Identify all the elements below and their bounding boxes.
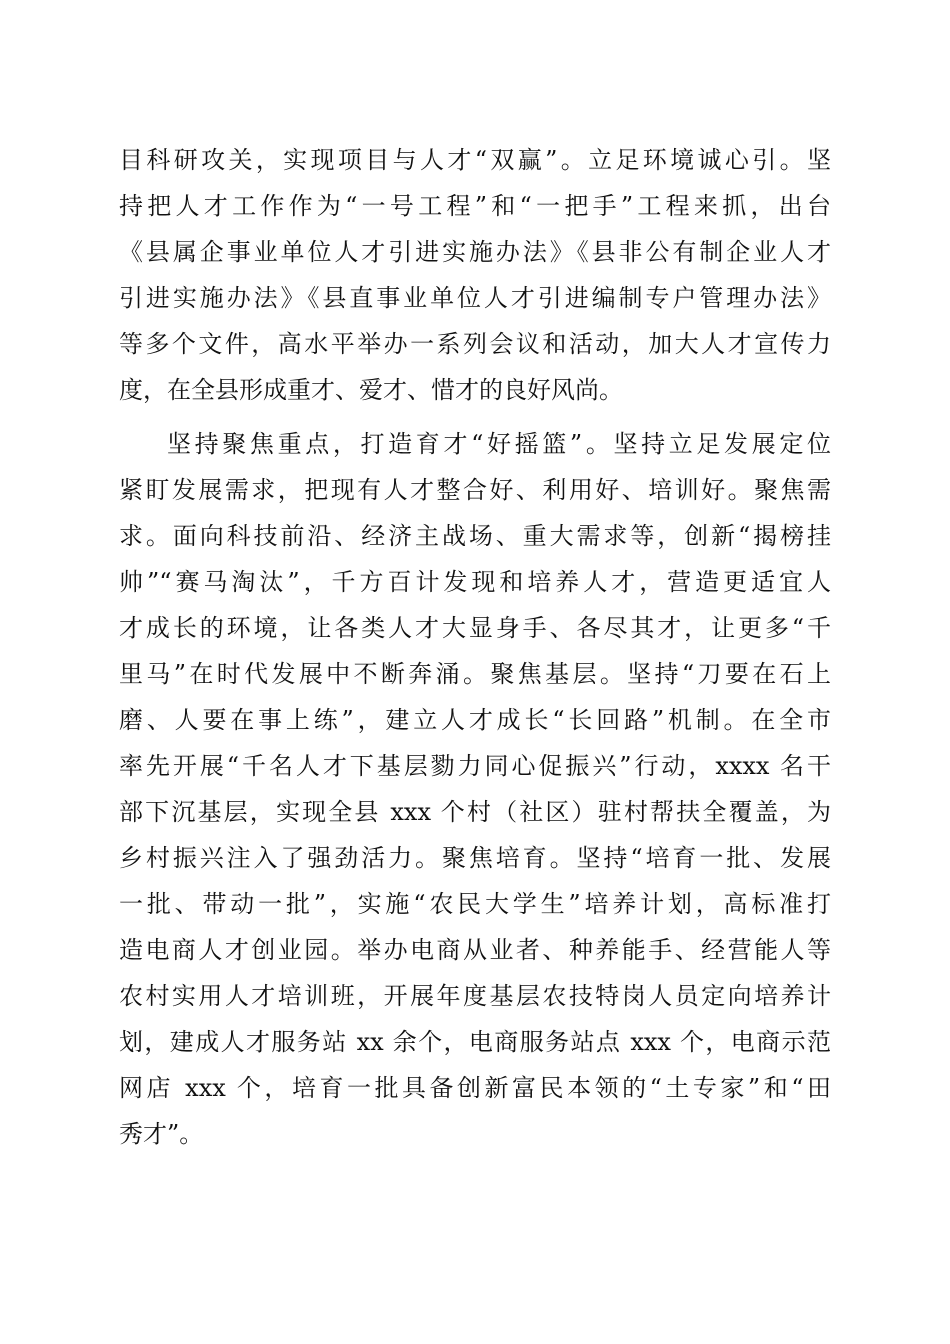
text-line: 磨、人要在事上练”，建立人才成长“长回路”机制。在全市 bbox=[119, 706, 831, 734]
text-line: 才成长的环境，让各类人才大显身手、各尽其才，让更多“千 bbox=[119, 614, 831, 642]
text-line: 里马”在时代发展中不断奔涌。聚焦基层。坚持“刀要在石上 bbox=[119, 660, 831, 688]
text-line: 引进实施办法》《县直事业单位人才引进编制专户管理办法》 bbox=[119, 284, 831, 312]
text-line: 求。面向科技前沿、经济主战场、重大需求等，创新“揭榜挂 bbox=[119, 522, 831, 550]
text-line: 坚持聚焦重点，打造育才“好摇篮”。坚持立足发展定位 bbox=[167, 430, 831, 458]
text-line: 帅”“赛马淘汰”，千方百计发现和培养人才，营造更适宜人 bbox=[119, 568, 831, 596]
text-line: 造电商人才创业园。举办电商从业者、种养能手、经营能人等 bbox=[119, 936, 831, 964]
paragraph-1 bbox=[119, 137, 831, 413]
paragraph-2 bbox=[119, 421, 831, 1157]
text-line: 持把人才工作作为“一号工程”和“一把手”工程来抓，出台 bbox=[119, 192, 831, 220]
text-line: 一批、带动一批”，实施“农民大学生”培养计划，高标准打 bbox=[119, 890, 831, 918]
text-line: 乡村振兴注入了强劲活力。聚焦培育。坚持“培育一批、发展 bbox=[119, 844, 831, 872]
text-line: 划，建成人才服务站 xx 余个，电商服务站点 xxx 个，电商示范 bbox=[119, 1028, 831, 1056]
text-line: 目科研攻关，实现项目与人才“双赢”。立足环境诚心引。坚 bbox=[119, 146, 831, 174]
text-line: 网店 xxx 个，培育一批具备创新富民本领的“土专家”和“田 bbox=[119, 1074, 831, 1102]
text-line: 紧盯发展需求，把现有人才整合好、利用好、培训好。聚焦需 bbox=[119, 476, 831, 504]
text-line: 度，在全县形成重才、爱才、惜才的良好风尚。 bbox=[119, 376, 623, 404]
document-body bbox=[119, 137, 831, 1157]
text-line: 秀才”。 bbox=[119, 1120, 204, 1148]
text-line: 《县属企事业单位人才引进实施办法》《县非公有制企业人才 bbox=[119, 238, 831, 266]
paragraph-spacer bbox=[119, 413, 831, 421]
text-line: 等多个文件，高水平举办一系列会议和活动，加大人才宣传力 bbox=[119, 330, 831, 358]
text-line: 率先开展“千名人才下基层勠力同心促振兴”行动，xxxx 名干 bbox=[119, 752, 831, 780]
text-line: 农村实用人才培训班，开展年度基层农技特岗人员定向培养计 bbox=[119, 982, 831, 1010]
text-line: 部下沉基层，实现全县 xxx 个村（社区）驻村帮扶全覆盖，为 bbox=[119, 798, 831, 826]
